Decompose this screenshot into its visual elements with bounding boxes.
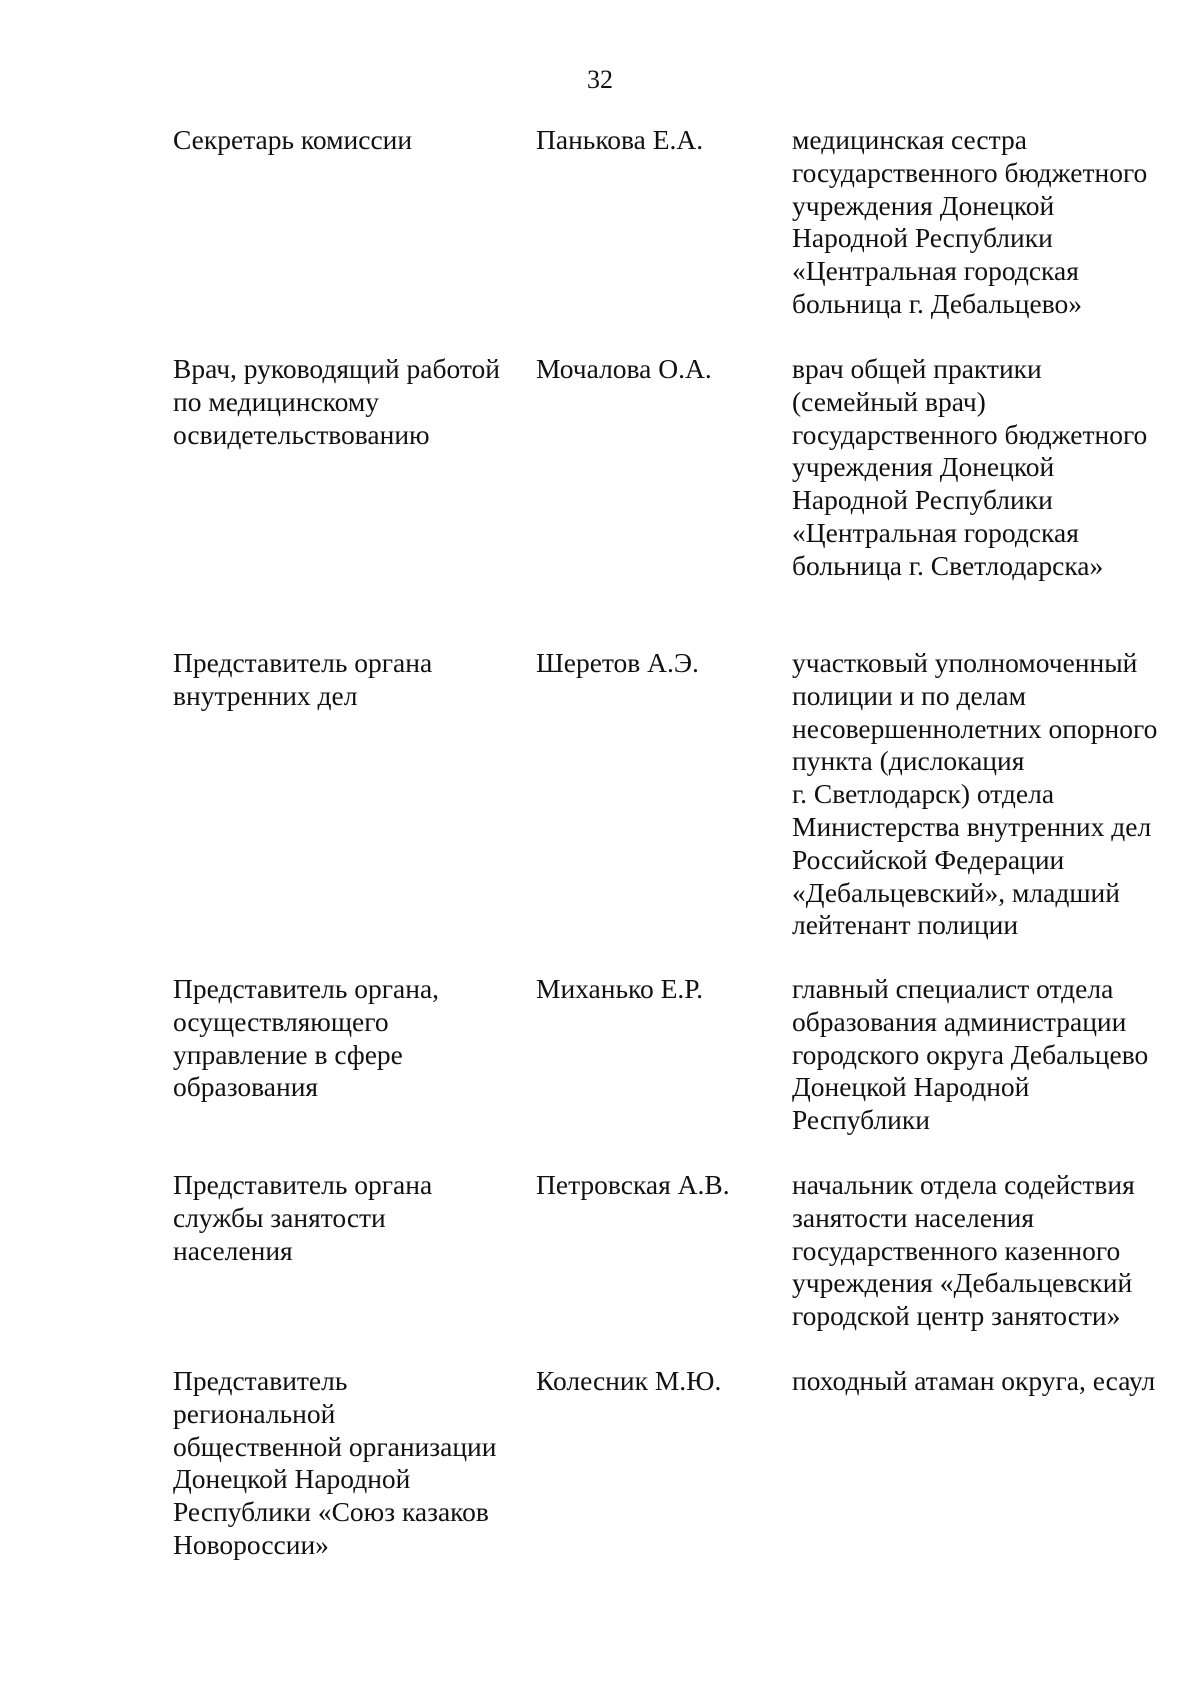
entry-name: Мочалова О.А. bbox=[536, 353, 712, 384]
entry-role: Представитель органа, осуществляющего управление в сфере образования bbox=[173, 973, 440, 1103]
page-number: 32 bbox=[587, 65, 613, 94]
entry-role: Представитель региональной общественной организации Донецкой Народной Республики «Союз казаков Новороссии» bbox=[173, 1365, 497, 1560]
entry-description: походный атаман округа, есаул bbox=[792, 1365, 1156, 1396]
entry-description: главный специалист отдела образования администрации городского округа Дебальцево Донецкой Народной Республики bbox=[792, 973, 1149, 1136]
entry-name: Миханько Е.Р. bbox=[536, 973, 704, 1004]
entry-description: врач общей практики (семейный врач) государственного бюджетного учреждения Донецкой Народной Республики «Центральная городская больница г. Светлодарска» bbox=[792, 353, 1148, 581]
entry-role: Секретарь комиссии bbox=[173, 124, 413, 155]
entry-name: Панькова Е.А. bbox=[536, 124, 704, 155]
entry-role: Представитель органа внутренних дел bbox=[173, 647, 433, 711]
entry-description: участковый уполномоченный полиции и по делам несовершеннолетних опорного пункта (дислокация г. Светлодарск) отдела Министерства внутренних дел Российской Федерации «Дебальцевский», младший лейтенант полиции bbox=[792, 647, 1158, 941]
entry-role: Представитель органа службы занятости населения bbox=[173, 1169, 433, 1266]
entry-name: Петровская А.В. bbox=[536, 1169, 730, 1200]
entry-name: Шеретов А.Э. bbox=[536, 647, 699, 678]
entry-description: медицинская сестра государственного бюджетного учреждения Донецкой Народной Республики «Центральная городская больница г. Дебальцево» bbox=[792, 124, 1148, 319]
entry-role: Врач, руководящий работой по медицинскому освидетельствованию bbox=[173, 353, 500, 450]
entry-description: начальник отдела содействия занятости населения государственного казенного учреждения «Дебальцевский городской центр занятости» bbox=[792, 1169, 1135, 1332]
entry-name: Колесник М.Ю. bbox=[536, 1365, 722, 1396]
